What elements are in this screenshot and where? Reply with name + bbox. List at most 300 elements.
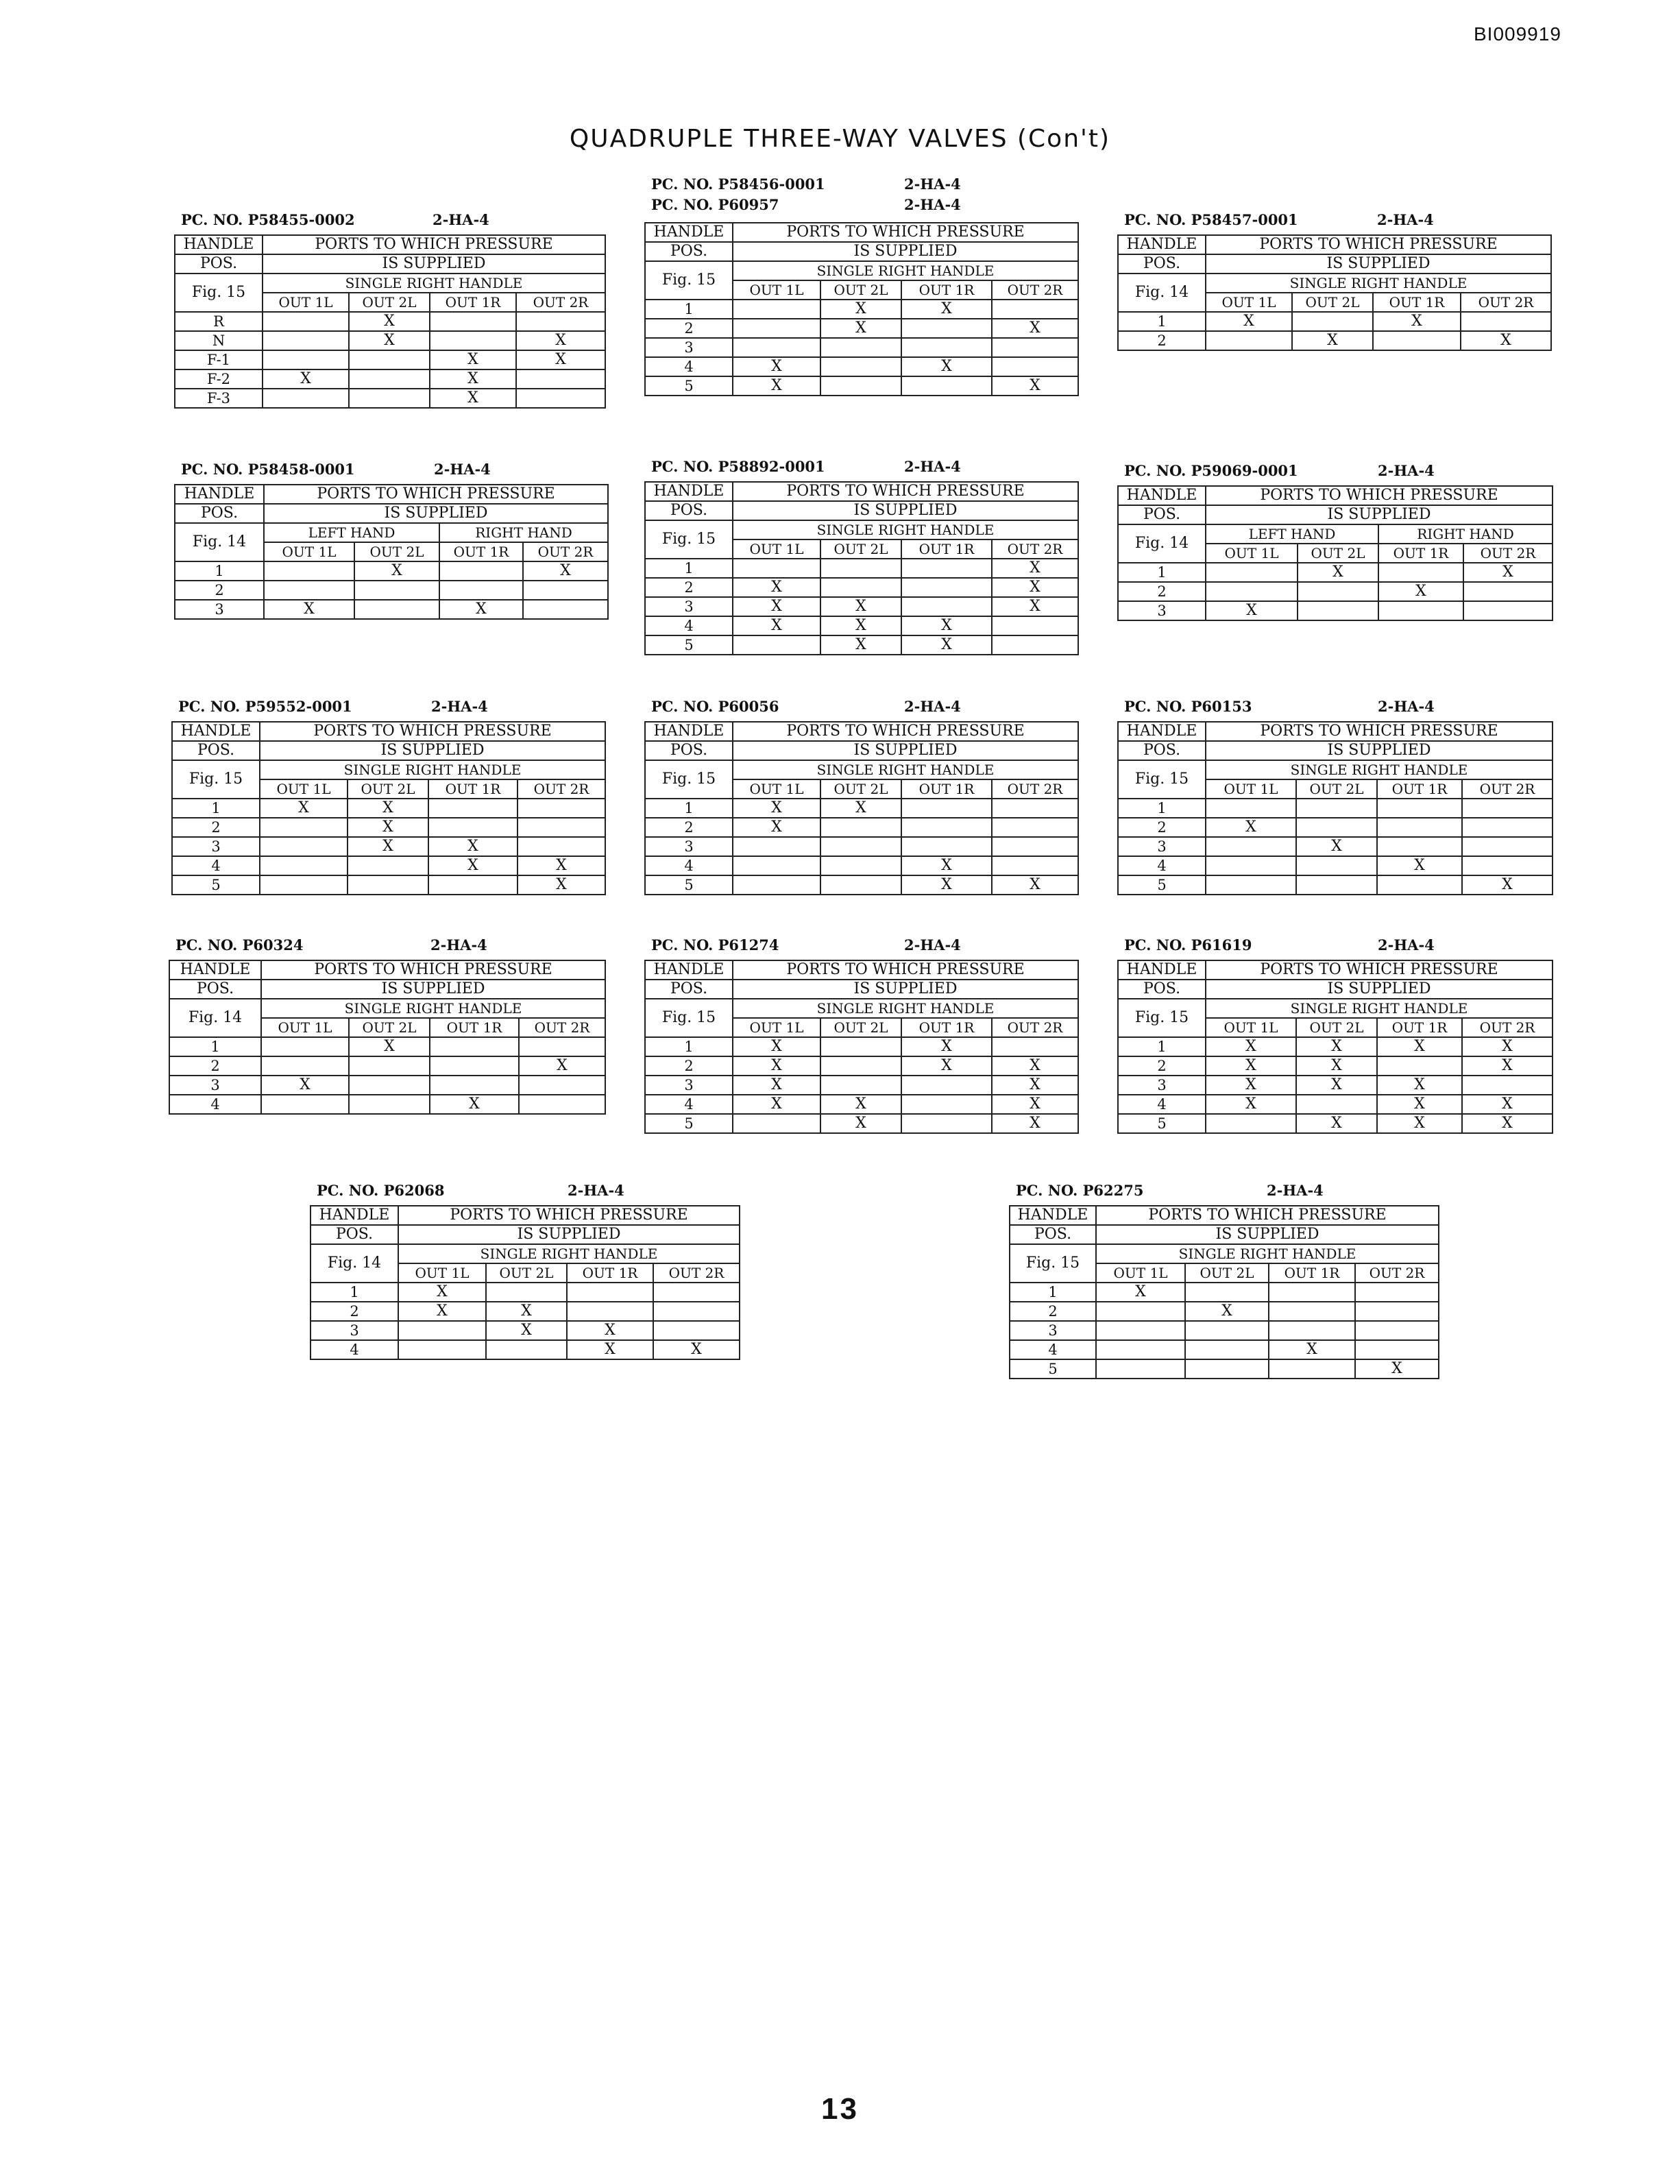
table-row — [175, 561, 608, 581]
pressure-mark: X — [1331, 838, 1342, 855]
pressure-mark: X — [300, 1076, 311, 1093]
pos-header: POS. — [1010, 1225, 1096, 1244]
port-cell — [518, 856, 605, 875]
port-cell — [567, 1321, 653, 1340]
handle-header: HANDLE — [175, 485, 264, 504]
port-column-header: OUT 2R — [653, 1263, 740, 1283]
pressure-mark: X — [855, 799, 866, 816]
table-row — [175, 331, 605, 350]
header-row — [1118, 235, 1551, 254]
port-cell — [901, 1114, 992, 1133]
handle-position: 1 — [645, 799, 733, 818]
table-header — [1009, 1169, 1438, 1205]
handle-position: 4 — [169, 1095, 261, 1114]
assembly-code: 2-HA-4 — [431, 698, 488, 715]
handle-position: 2 — [169, 1056, 261, 1076]
port-column-header: OUT 1R — [901, 1018, 992, 1037]
part-number: PC. NO. P59069-0001 — [1124, 462, 1298, 479]
port-cell — [901, 635, 992, 655]
pressure-mark: X — [1245, 1095, 1256, 1113]
port-cell — [1373, 312, 1461, 331]
port-cell — [354, 561, 439, 581]
header-row — [1118, 505, 1553, 524]
pressure-mark: X — [1221, 1302, 1232, 1320]
port-cell — [1462, 818, 1553, 837]
handle-position: 3 — [1118, 601, 1206, 620]
table-row — [311, 1340, 740, 1359]
table-row — [1010, 1359, 1439, 1379]
port-cell — [349, 350, 430, 369]
pressure-mark: X — [1502, 563, 1513, 581]
port-cell — [1206, 875, 1296, 895]
header-row — [175, 274, 605, 293]
figure-ref: Fig. 14 — [1118, 274, 1206, 312]
port-cell — [348, 837, 428, 856]
handle-position: 3 — [645, 338, 733, 357]
figure-ref: Fig. 14 — [175, 523, 264, 561]
handle-position: F-2 — [175, 369, 263, 389]
port-column-header: OUT 2L — [820, 539, 901, 559]
table-row — [645, 1114, 1078, 1133]
pressure-mark: X — [1502, 1115, 1513, 1132]
header-row — [1010, 1206, 1439, 1225]
table-row — [1118, 818, 1553, 837]
pressure-mark: X — [1414, 1076, 1425, 1093]
pressure-mark: X — [1331, 1057, 1342, 1074]
assembly-code: 2-HA-4 — [1378, 936, 1435, 954]
port-column-header: OUT 2L — [1296, 1018, 1377, 1037]
port-cell — [992, 1056, 1078, 1076]
port-column-header: OUT 1R — [901, 539, 992, 559]
valve-ports-table — [644, 960, 1079, 1134]
pressure-mark: X — [1245, 818, 1256, 836]
port-cell — [1206, 563, 1298, 582]
port-cell — [348, 818, 428, 837]
port-cell — [430, 331, 516, 350]
header-row — [645, 261, 1078, 280]
handle-position: 5 — [1118, 875, 1206, 895]
port-cell — [1377, 818, 1462, 837]
assembly-code: 2-HA-4 — [1267, 1182, 1324, 1199]
handle-position: 5 — [172, 875, 260, 895]
port-column-header: OUT 2L — [354, 542, 439, 561]
single-right-handle-header: SINGLE RIGHT HANDLE — [733, 261, 1078, 280]
table-row — [175, 312, 605, 331]
header-row — [645, 501, 1078, 520]
port-cell — [733, 559, 820, 578]
port-column-header: OUT 1L — [1206, 1018, 1296, 1037]
header-row — [645, 960, 1078, 980]
port-cell — [820, 1056, 901, 1076]
port-cell — [653, 1340, 740, 1359]
pressure-mark: X — [771, 1038, 782, 1055]
port-cell — [992, 1037, 1078, 1056]
table-row — [169, 1037, 605, 1056]
table-row — [311, 1283, 740, 1302]
port-cell — [820, 559, 901, 578]
table-row — [645, 578, 1078, 597]
port-cell — [430, 369, 516, 389]
port-cell — [348, 875, 428, 895]
port-cell — [733, 875, 820, 895]
port-cell — [1206, 1095, 1296, 1114]
table-header — [174, 448, 607, 484]
port-cell — [1462, 1076, 1553, 1095]
valve-table-block — [644, 924, 1078, 1134]
valve-ports-table — [644, 222, 1079, 396]
header-row — [175, 485, 608, 504]
figure-ref: Fig. 15 — [1118, 999, 1206, 1037]
port-column-header: OUT 2R — [516, 293, 605, 312]
port-column-header: OUT 2R — [519, 1018, 605, 1037]
single-right-handle-header: SINGLE RIGHT HANDLE — [733, 760, 1078, 779]
port-cell — [1462, 1056, 1553, 1076]
ports-header: PORTS TO WHICH PRESSURE — [398, 1206, 740, 1225]
port-cell — [992, 799, 1078, 818]
part-number: PC. NO. P58457-0001 — [1124, 211, 1298, 228]
handle-position: 1 — [1118, 799, 1206, 818]
port-column-header: OUT 1R — [428, 779, 518, 799]
handle-position: 2 — [1118, 331, 1206, 350]
port-column-header: OUT 2L — [820, 779, 901, 799]
assembly-code: 2-HA-4 — [433, 211, 489, 228]
port-cell — [992, 616, 1078, 635]
port-column-header: OUT 1L — [398, 1263, 486, 1283]
port-column-header: OUT 2L — [486, 1263, 567, 1283]
table-header — [310, 1169, 739, 1205]
pressure-mark: X — [1030, 377, 1040, 394]
port-cell — [349, 312, 430, 331]
valve-table-block — [169, 924, 605, 1115]
page-number: 13 — [821, 2092, 859, 2126]
handle-position: 3 — [1118, 1076, 1206, 1095]
header-row — [169, 999, 605, 1018]
port-column-header: OUT 2R — [518, 779, 605, 799]
port-cell — [430, 1095, 519, 1114]
port-column-header: OUT 2L — [820, 280, 901, 300]
table-header — [644, 175, 1078, 222]
pressure-mark: X — [855, 598, 866, 615]
header-row — [1118, 274, 1551, 293]
pos-header: POS. — [172, 741, 260, 760]
port-cell — [263, 312, 349, 331]
port-column-header: OUT 2R — [1462, 1018, 1553, 1037]
header-row — [645, 980, 1078, 999]
port-cell — [1206, 331, 1292, 350]
part-number: PC. NO. P58892-0001 — [651, 458, 825, 475]
left-hand-header: LEFT HAND — [1206, 524, 1378, 544]
pressure-mark: X — [384, 332, 395, 349]
port-column-header: OUT 2R — [992, 779, 1078, 799]
table-row — [169, 1095, 605, 1114]
port-cell — [992, 300, 1078, 319]
port-cell — [523, 581, 608, 600]
handle-header: HANDLE — [645, 722, 733, 741]
table-row — [645, 338, 1078, 357]
port-cell — [733, 338, 820, 357]
pressure-mark: X — [771, 598, 782, 615]
port-cell — [1292, 312, 1373, 331]
port-cell — [820, 616, 901, 635]
header-row — [169, 960, 605, 980]
table-row — [645, 1095, 1078, 1114]
figure-ref: Fig. 15 — [1010, 1244, 1096, 1283]
pressure-mark: X — [941, 1038, 952, 1055]
pressure-mark: X — [941, 857, 952, 874]
port-column-header: OUT 1R — [439, 542, 523, 561]
pressure-mark: X — [437, 1283, 448, 1300]
table-row — [169, 1056, 605, 1076]
port-cell — [260, 799, 348, 818]
pressure-mark: X — [1243, 313, 1254, 330]
header-row — [645, 999, 1078, 1018]
port-cell — [430, 1056, 519, 1076]
port-cell — [349, 331, 430, 350]
port-cell — [1377, 1076, 1462, 1095]
valve-table-block — [1009, 1169, 1438, 1379]
part-number: PC. NO. P60324 — [175, 936, 304, 954]
handle-position: 4 — [1118, 1095, 1206, 1114]
table-row — [645, 875, 1078, 895]
handle-position: 5 — [1118, 1114, 1206, 1133]
handle-position: 2 — [645, 578, 733, 597]
port-cell — [486, 1302, 567, 1321]
pressure-mark: X — [555, 351, 566, 368]
port-cell — [820, 837, 901, 856]
port-cell — [901, 1037, 992, 1056]
port-cell — [1377, 1056, 1462, 1076]
port-cell — [1355, 1302, 1439, 1321]
table-row — [311, 1302, 740, 1321]
pressure-mark: X — [555, 332, 566, 349]
table-row — [172, 818, 605, 837]
port-cell — [820, 856, 901, 875]
valve-ports-table — [1117, 234, 1552, 351]
handle-header: HANDLE — [1118, 960, 1206, 980]
port-cell — [430, 312, 516, 331]
pressure-mark: X — [1331, 1076, 1342, 1093]
port-cell — [516, 369, 605, 389]
header-row — [311, 1244, 740, 1263]
handle-position: 2 — [1118, 818, 1206, 837]
port-cell — [1296, 1076, 1377, 1095]
ports-header: PORTS TO WHICH PRESSURE — [260, 722, 605, 741]
port-cell — [992, 875, 1078, 895]
single-right-handle-header: SINGLE RIGHT HANDLE — [1206, 999, 1553, 1018]
handle-header: HANDLE — [1118, 235, 1206, 254]
port-column-header: OUT 1R — [1377, 1018, 1462, 1037]
single-right-handle-header: SINGLE RIGHT HANDLE — [263, 274, 605, 293]
port-cell — [820, 357, 901, 376]
ports-header-line2: IS SUPPLIED — [733, 741, 1078, 760]
pressure-mark: X — [467, 370, 478, 387]
table-header — [171, 685, 605, 721]
pressure-mark: X — [437, 1302, 448, 1320]
pressure-mark: X — [556, 876, 567, 893]
port-cell — [733, 1056, 820, 1076]
port-column-header: OUT 2L — [1292, 293, 1373, 312]
handle-header: HANDLE — [172, 722, 260, 741]
valve-table-block — [174, 448, 607, 620]
port-cell — [1298, 563, 1378, 582]
part-number: PC. NO. P60153 — [1124, 698, 1252, 715]
table-row — [645, 856, 1078, 875]
pos-header: POS. — [645, 501, 733, 520]
pressure-mark: X — [1030, 1115, 1040, 1132]
port-column-header: OUT 1L — [733, 280, 820, 300]
valve-ports-table — [174, 234, 606, 409]
header-row — [1010, 1225, 1439, 1244]
port-cell — [820, 1076, 901, 1095]
port-column-header: OUT 2R — [992, 280, 1078, 300]
port-cell — [519, 1056, 605, 1076]
port-column-header: OUT 2R — [523, 542, 608, 561]
figure-ref: Fig. 14 — [311, 1244, 398, 1283]
port-column-header: OUT 1L — [1206, 544, 1298, 563]
pressure-mark: X — [855, 319, 866, 337]
handle-position: 1 — [645, 559, 733, 578]
handle-position: 2 — [645, 1056, 733, 1076]
port-cell — [901, 1095, 992, 1114]
port-column-header: OUT 1R — [1377, 779, 1462, 799]
pressure-mark: X — [467, 857, 478, 874]
port-column-header: OUT 2L — [1296, 779, 1377, 799]
table-row — [645, 616, 1078, 635]
handle-position: 3 — [311, 1321, 398, 1340]
header-row — [645, 760, 1078, 779]
port-cell — [354, 581, 439, 600]
valve-ports-table — [1117, 721, 1553, 895]
port-cell — [733, 818, 820, 837]
port-cell — [1206, 1056, 1296, 1076]
port-cell — [1377, 875, 1462, 895]
pressure-mark: X — [382, 799, 393, 816]
header-row — [175, 254, 605, 274]
port-cell — [1269, 1283, 1355, 1302]
port-cell — [992, 635, 1078, 655]
header-row — [169, 980, 605, 999]
single-right-handle-header: SINGLE RIGHT HANDLE — [260, 760, 605, 779]
pressure-mark: X — [1414, 1095, 1425, 1113]
port-cell — [567, 1302, 653, 1321]
pressure-mark: X — [1030, 559, 1040, 577]
port-cell — [901, 338, 992, 357]
handle-position: 2 — [172, 818, 260, 837]
table-row — [1118, 799, 1553, 818]
handle-position: 3 — [169, 1076, 261, 1095]
single-right-handle-header: SINGLE RIGHT HANDLE — [1206, 274, 1551, 293]
handle-position: 2 — [1118, 1056, 1206, 1076]
table-header — [169, 924, 605, 960]
port-cell — [518, 837, 605, 856]
ports-header: PORTS TO WHICH PRESSURE — [733, 960, 1078, 980]
header-row — [645, 741, 1078, 760]
port-cell — [428, 875, 518, 895]
single-right-handle-header: SINGLE RIGHT HANDLE — [261, 999, 605, 1018]
port-column-header: OUT 1R — [567, 1263, 653, 1283]
pressure-mark: X — [1331, 1038, 1342, 1055]
page-title: QUADRUPLE THREE-WAY VALVES (Con't) — [569, 125, 1111, 153]
port-cell — [398, 1340, 486, 1359]
figure-ref: Fig. 15 — [645, 999, 733, 1037]
port-cell — [1355, 1359, 1439, 1379]
pos-header: POS. — [645, 980, 733, 999]
pressure-mark: X — [605, 1341, 616, 1358]
header-row — [175, 504, 608, 523]
port-column-header: OUT 1R — [430, 293, 516, 312]
port-column-header: OUT 1L — [1096, 1263, 1185, 1283]
port-cell — [349, 1095, 430, 1114]
port-cell — [1269, 1321, 1355, 1340]
port-column-header: OUT 1L — [264, 542, 354, 561]
table-row — [645, 357, 1078, 376]
port-cell — [992, 818, 1078, 837]
port-cell — [516, 350, 605, 369]
table-row — [1118, 582, 1553, 601]
pos-header: POS. — [1118, 254, 1206, 274]
handle-header: HANDLE — [169, 960, 261, 980]
port-cell — [1185, 1321, 1269, 1340]
table-row — [311, 1321, 740, 1340]
port-cell — [1096, 1340, 1185, 1359]
port-cell — [733, 799, 820, 818]
port-cell — [439, 581, 523, 600]
port-cell — [1296, 818, 1377, 837]
port-cell — [1377, 1095, 1462, 1114]
port-cell — [349, 369, 430, 389]
valve-ports-table — [171, 721, 606, 895]
port-cell — [901, 597, 992, 616]
handle-position: 4 — [645, 856, 733, 875]
handle-position: 4 — [645, 1095, 733, 1114]
figure-ref: Fig. 15 — [1118, 760, 1206, 799]
table-row — [645, 376, 1078, 396]
port-cell — [653, 1321, 740, 1340]
table-row — [645, 319, 1078, 338]
pressure-mark: X — [855, 617, 866, 634]
pressure-mark: X — [467, 351, 478, 368]
port-cell — [992, 1076, 1078, 1095]
handle-header: HANDLE — [645, 223, 733, 242]
header-row — [172, 722, 605, 741]
table-row — [172, 799, 605, 818]
port-cell — [820, 578, 901, 597]
ports-header-line2: IS SUPPLIED — [733, 980, 1078, 999]
table-row — [645, 799, 1078, 818]
pressure-mark: X — [467, 389, 478, 407]
ports-header: PORTS TO WHICH PRESSURE — [1206, 722, 1553, 741]
pressure-mark: X — [855, 636, 866, 653]
port-cell — [820, 635, 901, 655]
port-column-header: OUT 2L — [349, 293, 430, 312]
table-row — [175, 600, 608, 619]
port-cell — [1462, 875, 1553, 895]
port-cell — [518, 818, 605, 837]
header-row — [1118, 999, 1553, 1018]
handle-position: 1 — [172, 799, 260, 818]
port-cell — [733, 1095, 820, 1114]
port-cell — [1206, 1076, 1296, 1095]
port-cell — [901, 1056, 992, 1076]
table-row — [645, 635, 1078, 655]
valve-table-block — [1117, 450, 1552, 621]
handle-position: 2 — [1010, 1302, 1096, 1321]
pos-header: POS. — [1118, 505, 1206, 524]
pos-header: POS. — [645, 242, 733, 261]
part-number: PC. NO. P61619 — [1124, 936, 1252, 954]
valve-ports-table — [169, 960, 606, 1115]
handle-position: 4 — [645, 616, 733, 635]
